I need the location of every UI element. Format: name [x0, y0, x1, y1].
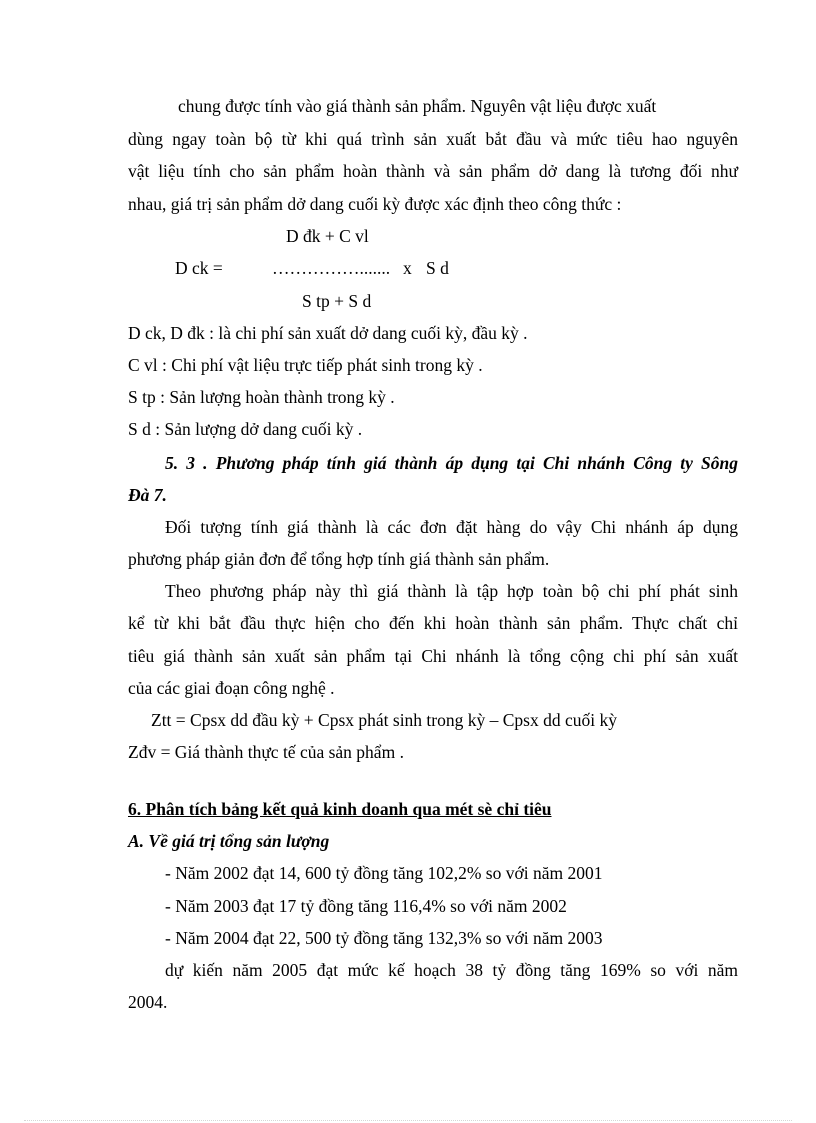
- paragraph-line: phương pháp giản đơn để tổng hợp tính giá thành sản phẩm.: [128, 549, 550, 569]
- paragraph-line: dự kiến năm 2005 đạt mức kế hoạch 38 tỷ đồng tăng 169% so với năm: [165, 960, 738, 980]
- formula-multiply: x: [403, 258, 412, 278]
- subsection-heading: A. Về giá trị tổng sản lượng: [128, 831, 330, 851]
- formula-fraction-bar: …………….......: [272, 258, 391, 278]
- formula-ztt: Ztt = Cpsx dd đầu kỳ + Cpsx phát sinh trong kỳ – Cpsx dd cuối kỳ: [151, 710, 617, 730]
- paragraph-line: dùng ngay toàn bộ từ khi quá trình sản xuất bắt đầu và mức tiêu hao nguyên: [128, 129, 738, 149]
- definition-line: S tp : Sản lượng hoàn thành trong kỳ .: [128, 387, 395, 407]
- paragraph-line: vật liệu tính cho sản phẩm hoàn thành và sản phẩm dở dang là tương đối như: [128, 161, 738, 181]
- section-heading: 5. 3 . Phương pháp tính giá thành áp dụng tại Chi nhánh Công ty Sông: [165, 453, 738, 473]
- formula-zdv: Zđv = Giá thành thực tế của sản phẩm .: [128, 742, 404, 762]
- page-bottom-divider: [24, 1120, 792, 1121]
- paragraph-line: 2004.: [128, 992, 168, 1012]
- list-item: - Năm 2003 đạt 17 tỷ đồng tăng 116,4% so với năm 2002: [165, 896, 567, 916]
- list-item: - Năm 2002 đạt 14, 600 tỷ đồng tăng 102,2% so với năm 2001: [165, 863, 603, 883]
- paragraph-line: tiêu giá thành sản xuất sản phẩm tại Chi nhánh là tổng cộng chi phí sản xuất: [128, 646, 738, 666]
- section-heading: 6. Phân tích bảng kết quả kinh doanh qua mét sè chỉ tiêu: [128, 799, 552, 819]
- formula-denominator: S tp + S d: [302, 291, 372, 311]
- list-item: - Năm 2004 đạt 22, 500 tỷ đồng tăng 132,3% so với năm 2003: [165, 928, 603, 948]
- definition-line: C vl : Chi phí vật liệu trực tiếp phát sinh trong kỳ .: [128, 355, 483, 375]
- paragraph-line: Theo phương pháp này thì giá thành là tập hợp toàn bộ chi phí phát sinh: [165, 581, 738, 601]
- paragraph-line: Đối tượng tính giá thành là các đơn đặt hàng do vậy Chi nhánh áp dụng: [165, 517, 738, 537]
- paragraph-line: nhau, giá trị sản phẩm dở dang cuối kỳ được xác định theo công thức :: [128, 194, 622, 214]
- definition-line: D ck, D đk : là chi phí sản xuất dở dang cuối kỳ, đầu kỳ .: [128, 323, 528, 343]
- definition-line: S d : Sản lượng dở dang cuối kỳ .: [128, 419, 363, 439]
- paragraph-line: của các giai đoạn công nghệ .: [128, 678, 335, 698]
- formula-factor: S d: [426, 258, 449, 278]
- paragraph-line: kể từ khi bắt đầu thực hiện cho đến khi hoàn thành sản phẩm. Thực chất chỉ: [128, 613, 738, 633]
- section-heading: Đà 7.: [128, 485, 167, 505]
- formula-lhs: D ck =: [175, 258, 223, 278]
- formula-numerator: D đk + C vl: [286, 226, 369, 246]
- paragraph-line: chung được tính vào giá thành sản phẩm. Nguyên vật liệu được xuất: [178, 96, 657, 116]
